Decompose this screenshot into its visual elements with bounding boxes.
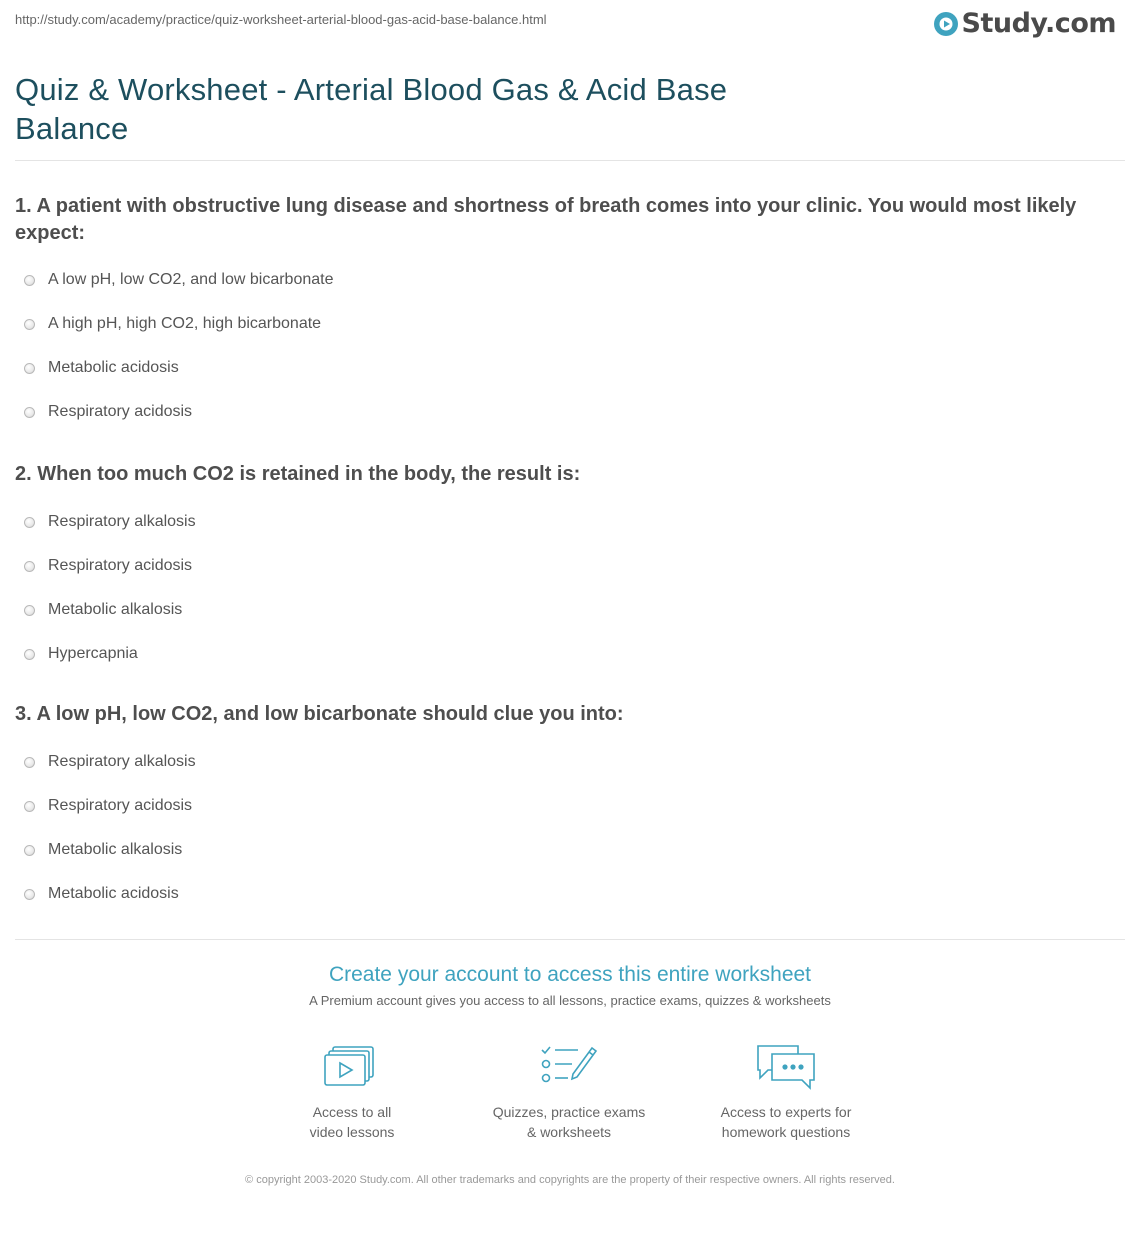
question-text: 1. A patient with obstructive lung disease and shortness of breath comes into your clinic. You would most likely expect:: [15, 195, 1077, 244]
divider: [15, 939, 1125, 940]
study-logo-icon: [933, 11, 959, 37]
question-2: [15, 461, 1125, 676]
option-label: Respiratory alkalosis: [48, 753, 196, 770]
feature-label: Access to all video lessons: [309, 1104, 395, 1140]
option-label: A low pH, low CO2, and low bicarbonate: [48, 271, 334, 288]
option-label: Respiratory acidosis: [48, 403, 193, 420]
question-text: 3. A low pH, low CO2, and low bicarbonate should clue you into:: [15, 703, 624, 725]
video-lessons-icon: [324, 1044, 380, 1090]
radio-button[interactable]: [24, 649, 35, 660]
create-account-link[interactable]: Create your account to access this entire worksheet: [328, 963, 812, 986]
radio-button[interactable]: [24, 319, 35, 330]
premium-description: A Premium account gives you access to all lessons, practice exams, quizzes & worksheets: [309, 993, 831, 1008]
answer-options: [15, 500, 1125, 676]
option-label: Metabolic alkalosis: [48, 841, 183, 858]
answer-option[interactable]: [15, 302, 1125, 346]
option-label: Metabolic acidosis: [48, 885, 179, 902]
feature-label: Quizzes, practice exams & worksheets: [492, 1104, 646, 1140]
answer-option[interactable]: [15, 740, 1125, 784]
feature-video-lessons: [252, 1044, 452, 1142]
answer-option[interactable]: [15, 784, 1125, 828]
answer-option[interactable]: [15, 828, 1125, 872]
answer-option[interactable]: [15, 346, 1125, 390]
answer-options: [15, 740, 1125, 916]
feature-label: Access to experts for homework questions: [720, 1104, 852, 1140]
option-label: Metabolic alkalosis: [48, 601, 183, 618]
answer-option[interactable]: [15, 258, 1125, 302]
question-text: 2. When too much CO2 is retained in the body, the result is:: [15, 463, 581, 485]
study-logo-text: Study.com: [961, 8, 1116, 39]
answer-options: [15, 258, 1125, 434]
question-3: [15, 701, 1125, 916]
radio-button[interactable]: [24, 561, 35, 572]
copyright-footer: © copyright 2003-2020 Study.com. All other trademarks and copyrights are the property of their respective owners. All rights reserved.: [245, 1174, 895, 1186]
answer-option[interactable]: [15, 588, 1125, 632]
option-label: Metabolic acidosis: [48, 359, 179, 376]
radio-button[interactable]: [24, 889, 35, 900]
option-label: Respiratory acidosis: [48, 557, 193, 574]
page-title: Quiz & Worksheet - Arterial Blood Gas & Acid Base Balance: [15, 72, 728, 146]
option-label: Respiratory acidosis: [48, 797, 193, 814]
answer-option[interactable]: [15, 544, 1125, 588]
feature-experts: [686, 1044, 886, 1142]
radio-button[interactable]: [24, 517, 35, 528]
option-label: A high pH, high CO2, high bicarbonate: [48, 315, 322, 332]
radio-button[interactable]: [24, 275, 35, 286]
page-url: http://study.com/academy/practice/quiz-worksheet-arterial-blood-gas-acid-base-balance.html: [15, 12, 547, 27]
radio-button[interactable]: [24, 363, 35, 374]
feature-quizzes: [469, 1044, 669, 1142]
radio-button[interactable]: [24, 605, 35, 616]
answer-option[interactable]: [15, 632, 1125, 676]
study-logo[interactable]: [933, 8, 1116, 39]
answer-option[interactable]: [15, 872, 1125, 916]
option-label: Hypercapnia: [48, 645, 138, 662]
radio-button[interactable]: [24, 757, 35, 768]
option-label: Respiratory alkalosis: [48, 513, 196, 530]
answer-option[interactable]: [15, 390, 1125, 434]
divider: [15, 160, 1125, 161]
quiz-checklist-icon: [540, 1044, 598, 1090]
radio-button[interactable]: [24, 407, 35, 418]
question-1: [15, 193, 1125, 434]
radio-button[interactable]: [24, 845, 35, 856]
answer-option[interactable]: [15, 500, 1125, 544]
radio-button[interactable]: [24, 801, 35, 812]
chat-bubbles-icon: [754, 1044, 818, 1090]
